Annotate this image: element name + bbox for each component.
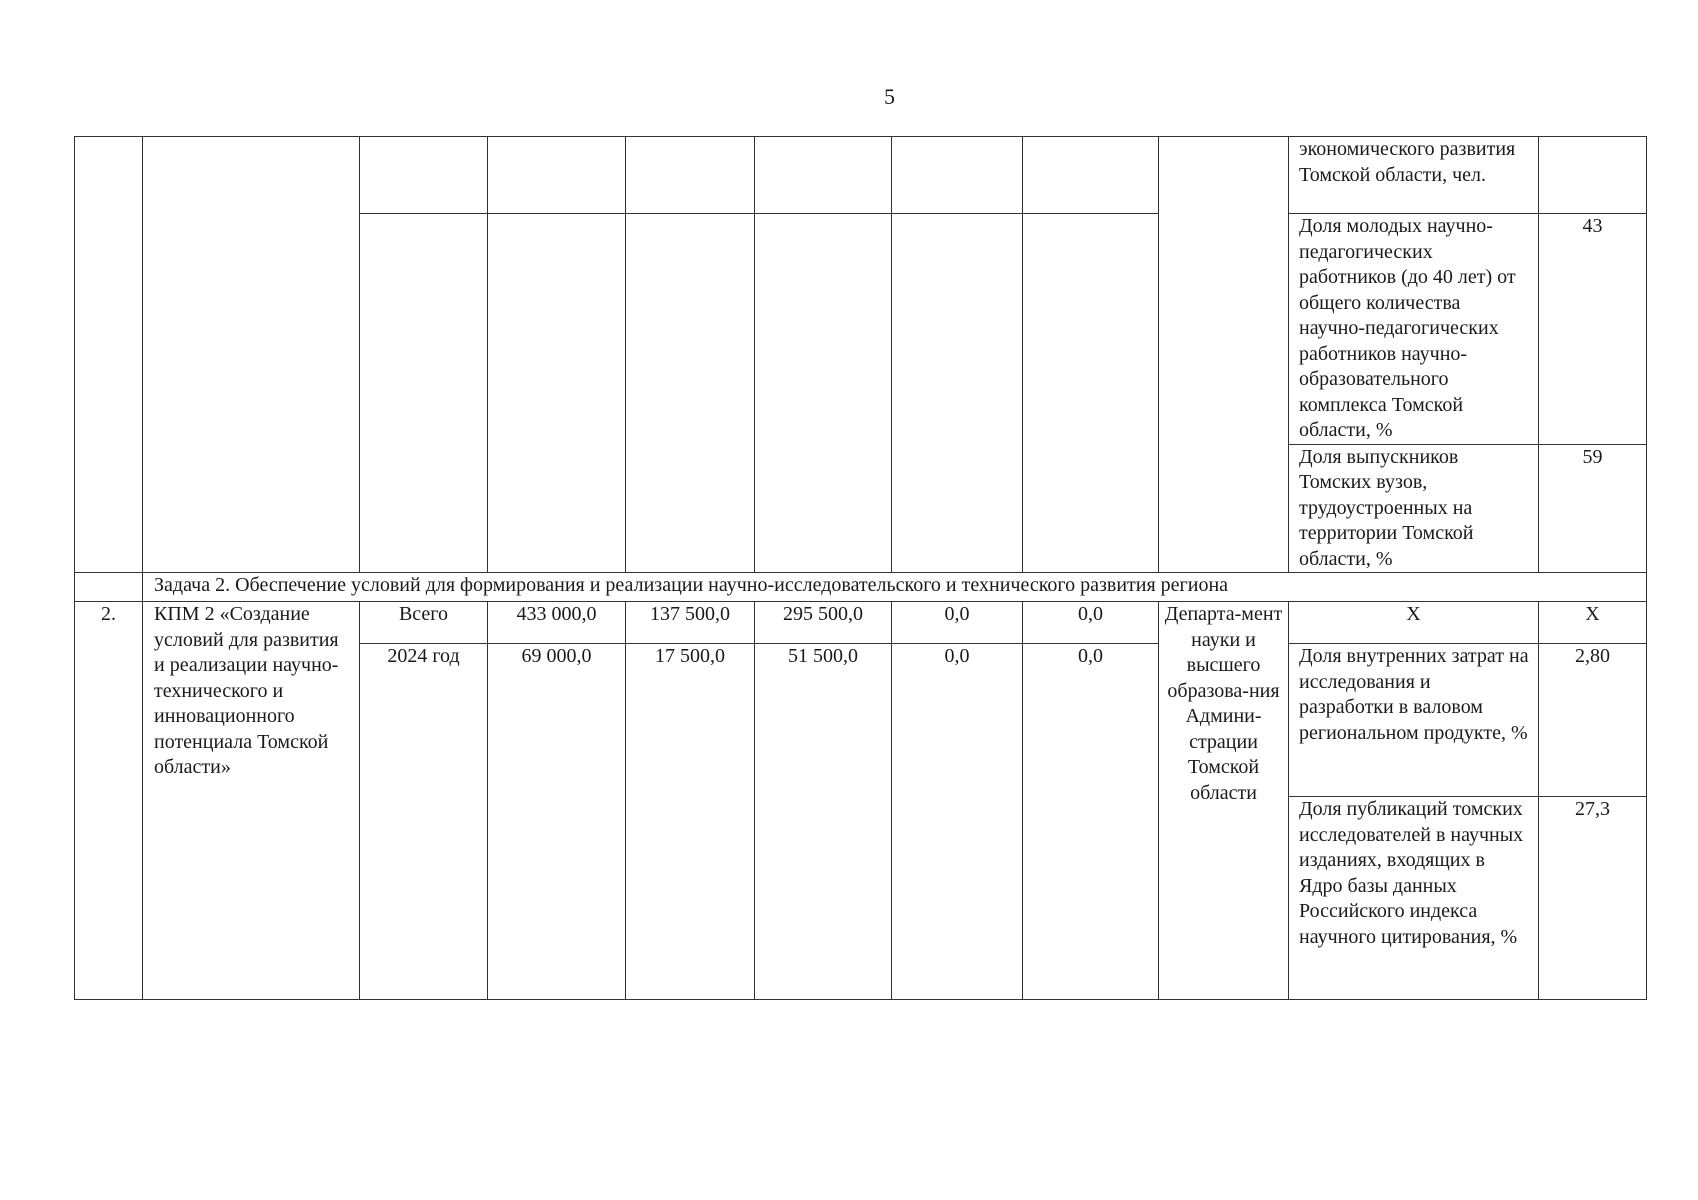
total-v5: 0,0 bbox=[1023, 602, 1159, 644]
department: Департа-мент науки и высшего образова-ния Админи-страции Томской области bbox=[1159, 602, 1289, 1000]
indicator-name: Доля выпускников Томских вузов, трудоустроенных на территории Томской области, % bbox=[1289, 444, 1539, 573]
cont-period-cell bbox=[360, 137, 488, 214]
indicator-name: Доля внутренних затрат на исследования и разработки в валовом региональном продукте, % bbox=[1289, 644, 1539, 797]
value-x: Х bbox=[1539, 602, 1647, 644]
y2024-v2: 17 500,0 bbox=[626, 644, 755, 1000]
indicator-value: 43 bbox=[1539, 214, 1647, 445]
total-v3: 295 500,0 bbox=[755, 602, 892, 644]
total-v1: 433 000,0 bbox=[488, 602, 626, 644]
page-number: 5 bbox=[884, 84, 895, 109]
task-title: Задача 2. Обеспечение условий для формирования и реализации научно-исследовательского и технического развития региона bbox=[143, 573, 1647, 602]
period-total: Всего bbox=[360, 602, 488, 644]
indicator-value: 27,3 bbox=[1539, 797, 1647, 1000]
cont-v4-cell bbox=[892, 137, 1023, 214]
row-number: 2. bbox=[75, 602, 143, 1000]
y2024-v3: 51 500,0 bbox=[755, 644, 892, 1000]
cont-name-cell bbox=[143, 137, 360, 573]
continuation-row-1 bbox=[75, 137, 1647, 214]
indicator-value: 59 bbox=[1539, 444, 1647, 573]
task-row bbox=[75, 573, 1647, 602]
program-table bbox=[74, 136, 1647, 1000]
cont-v5-cell bbox=[1023, 137, 1159, 214]
row-2-total bbox=[75, 602, 1647, 644]
indicator-name: экономического развития Томской области, чел. bbox=[1289, 137, 1539, 214]
total-v2: 137 500,0 bbox=[626, 602, 755, 644]
indicator-value: 2,80 bbox=[1539, 644, 1647, 797]
y2024-v5: 0,0 bbox=[1023, 644, 1159, 1000]
cont-v3-cell bbox=[755, 137, 892, 214]
indicator-value bbox=[1539, 137, 1647, 214]
period-2024: 2024 год bbox=[360, 644, 488, 1000]
cont-v2-cell bbox=[626, 137, 755, 214]
total-v4: 0,0 bbox=[892, 602, 1023, 644]
cont-dept-cell bbox=[1159, 137, 1289, 573]
cont-v1-cell bbox=[488, 137, 626, 214]
y2024-v4: 0,0 bbox=[892, 644, 1023, 1000]
cont-num-cell bbox=[75, 137, 143, 573]
y2024-v1: 69 000,0 bbox=[488, 644, 626, 1000]
indicator-x: Х bbox=[1289, 602, 1539, 644]
indicator-name: Доля молодых научно-педагогических работников (до 40 лет) от общего количества научно-педагогических работников научно-образовательного комплекса Томской области, % bbox=[1289, 214, 1539, 445]
indicator-name: Доля публикаций томских исследователей в научных изданиях, входящих в Ядро базы данных Российского индекса научного цитирования, % bbox=[1289, 797, 1539, 1000]
program-name: КПМ 2 «Создание условий для развития и реализации научно-технического и инновационного потенциала Томской области» bbox=[143, 602, 360, 1000]
